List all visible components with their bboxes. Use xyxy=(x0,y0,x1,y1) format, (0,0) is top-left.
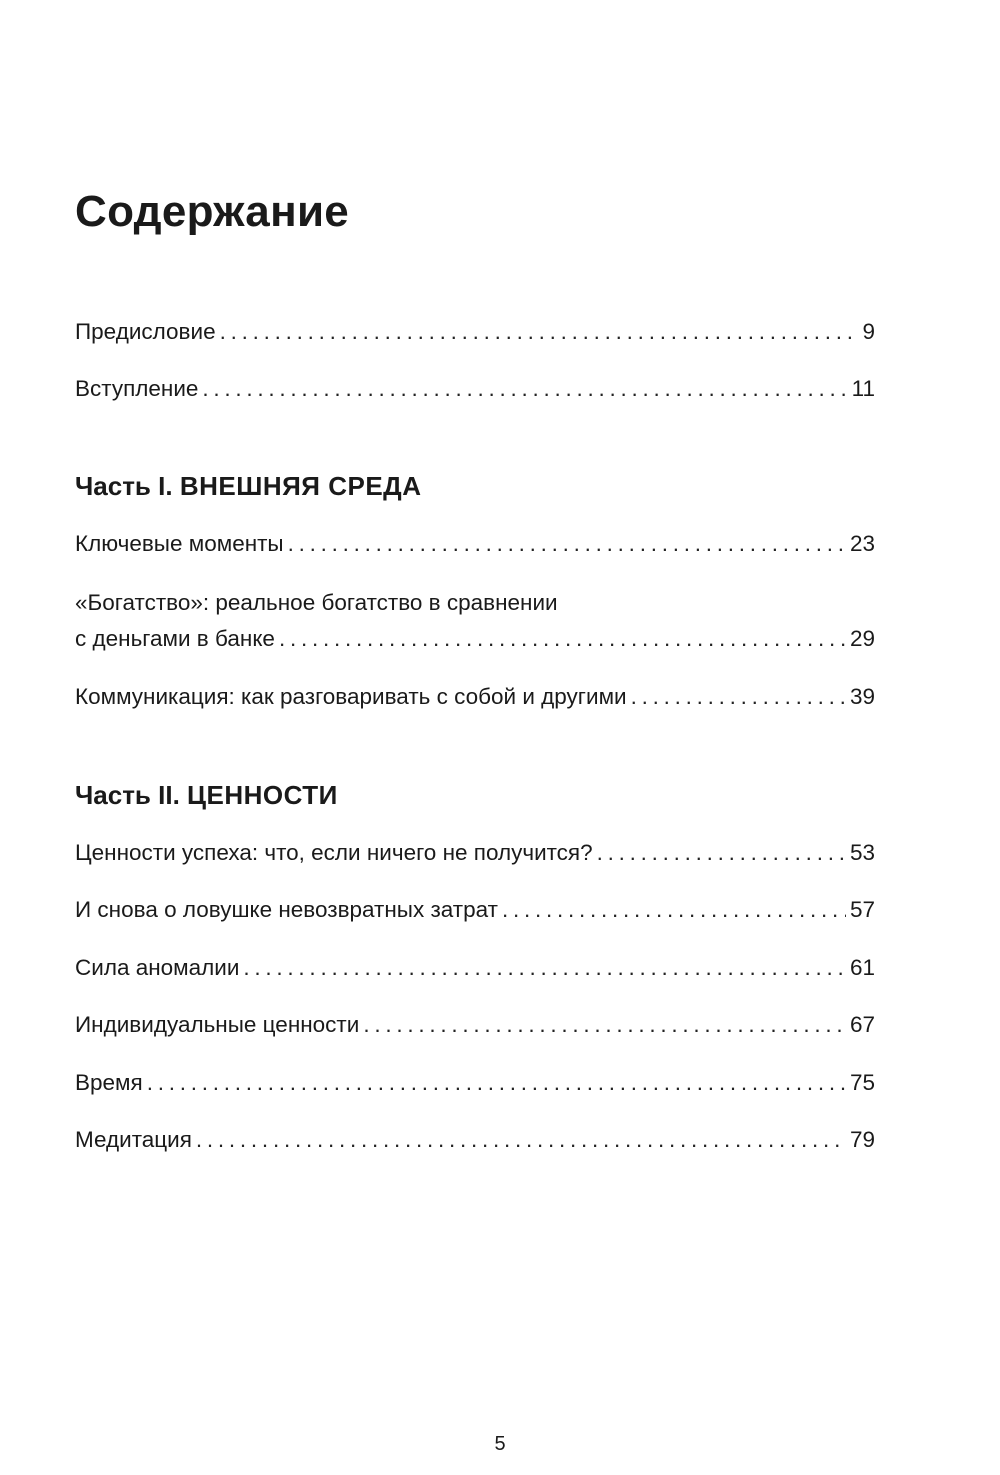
dot-leader xyxy=(202,373,847,405)
toc-entry-time[interactable] xyxy=(75,1067,875,1099)
page-number: 5 xyxy=(494,1433,506,1455)
toc-entry-title-line2: с деньгами в банке xyxy=(75,626,275,651)
part-label: Часть I. xyxy=(75,471,173,501)
toc-entry-title: Предисловие xyxy=(75,319,216,344)
toc-entry-title: Индивидуальные ценности xyxy=(75,1012,360,1037)
toc-entry-title: Ценности успеха: что, если ничего не получится? xyxy=(75,840,593,865)
dot-leader xyxy=(288,528,846,560)
dot-leader xyxy=(220,316,859,348)
toc-entry-individual-values[interactable] xyxy=(75,1009,875,1041)
part-heading-1 xyxy=(75,470,421,502)
toc-entry-preface[interactable] xyxy=(75,316,875,348)
toc-entry-page: 9 xyxy=(862,319,875,344)
toc-entry-title: Сила аномалии xyxy=(75,955,240,980)
toc-entry-key-points[interactable] xyxy=(75,528,875,560)
toc-entry-page: 29 xyxy=(849,626,875,651)
toc-entry-page: 11 xyxy=(851,376,875,401)
toc-entry-title: Коммуникация: как разговаривать с собой и другими xyxy=(75,684,627,709)
dot-leader xyxy=(147,1067,846,1099)
dot-leader xyxy=(279,623,846,655)
toc-entry-wealth[interactable] xyxy=(75,587,875,655)
toc-entry-sunk-costs[interactable] xyxy=(75,894,875,926)
toc-entry-title: Ключевые моменты xyxy=(75,531,284,556)
toc-entry-page: 61 xyxy=(849,955,875,980)
dot-leader xyxy=(631,681,846,713)
part-name: ВНЕШНЯЯ СРЕДА xyxy=(179,471,422,501)
toc-entry-page: 39 xyxy=(849,684,875,709)
toc-entry-page: 23 xyxy=(849,531,875,556)
toc-entry-title: И снова о ловушке невозвратных затрат xyxy=(75,897,498,922)
toc-entry-title: Вступление xyxy=(75,376,199,401)
toc-entry-success-values[interactable] xyxy=(75,837,875,869)
toc-entry-title: Время xyxy=(75,1070,143,1095)
toc-entry-title-line1: «Богатство»: реальное богатство в сравнении xyxy=(75,590,558,615)
dot-leader xyxy=(243,952,846,984)
dot-leader xyxy=(196,1124,846,1156)
toc-entry-page: 75 xyxy=(849,1070,875,1095)
dot-leader xyxy=(597,837,846,869)
part-name: ЦЕННОСТИ xyxy=(187,780,338,810)
toc-entry-page: 79 xyxy=(849,1127,875,1152)
toc-entry-page: 67 xyxy=(849,1012,875,1037)
toc-entry-communication[interactable] xyxy=(75,681,875,713)
toc-entry-page: 57 xyxy=(849,897,875,922)
page-title: Содержание xyxy=(75,187,350,236)
toc-entry-page: 53 xyxy=(849,840,875,865)
dot-leader xyxy=(363,1009,846,1041)
toc-entry-anomaly[interactable] xyxy=(75,952,875,984)
toc-entry-meditation[interactable] xyxy=(75,1124,875,1156)
part-label: Часть II. xyxy=(75,780,180,810)
toc-entry-title: Медитация xyxy=(75,1127,192,1152)
dot-leader xyxy=(502,894,846,926)
part-heading-2 xyxy=(75,779,338,811)
toc-entry-introduction[interactable] xyxy=(75,373,875,405)
